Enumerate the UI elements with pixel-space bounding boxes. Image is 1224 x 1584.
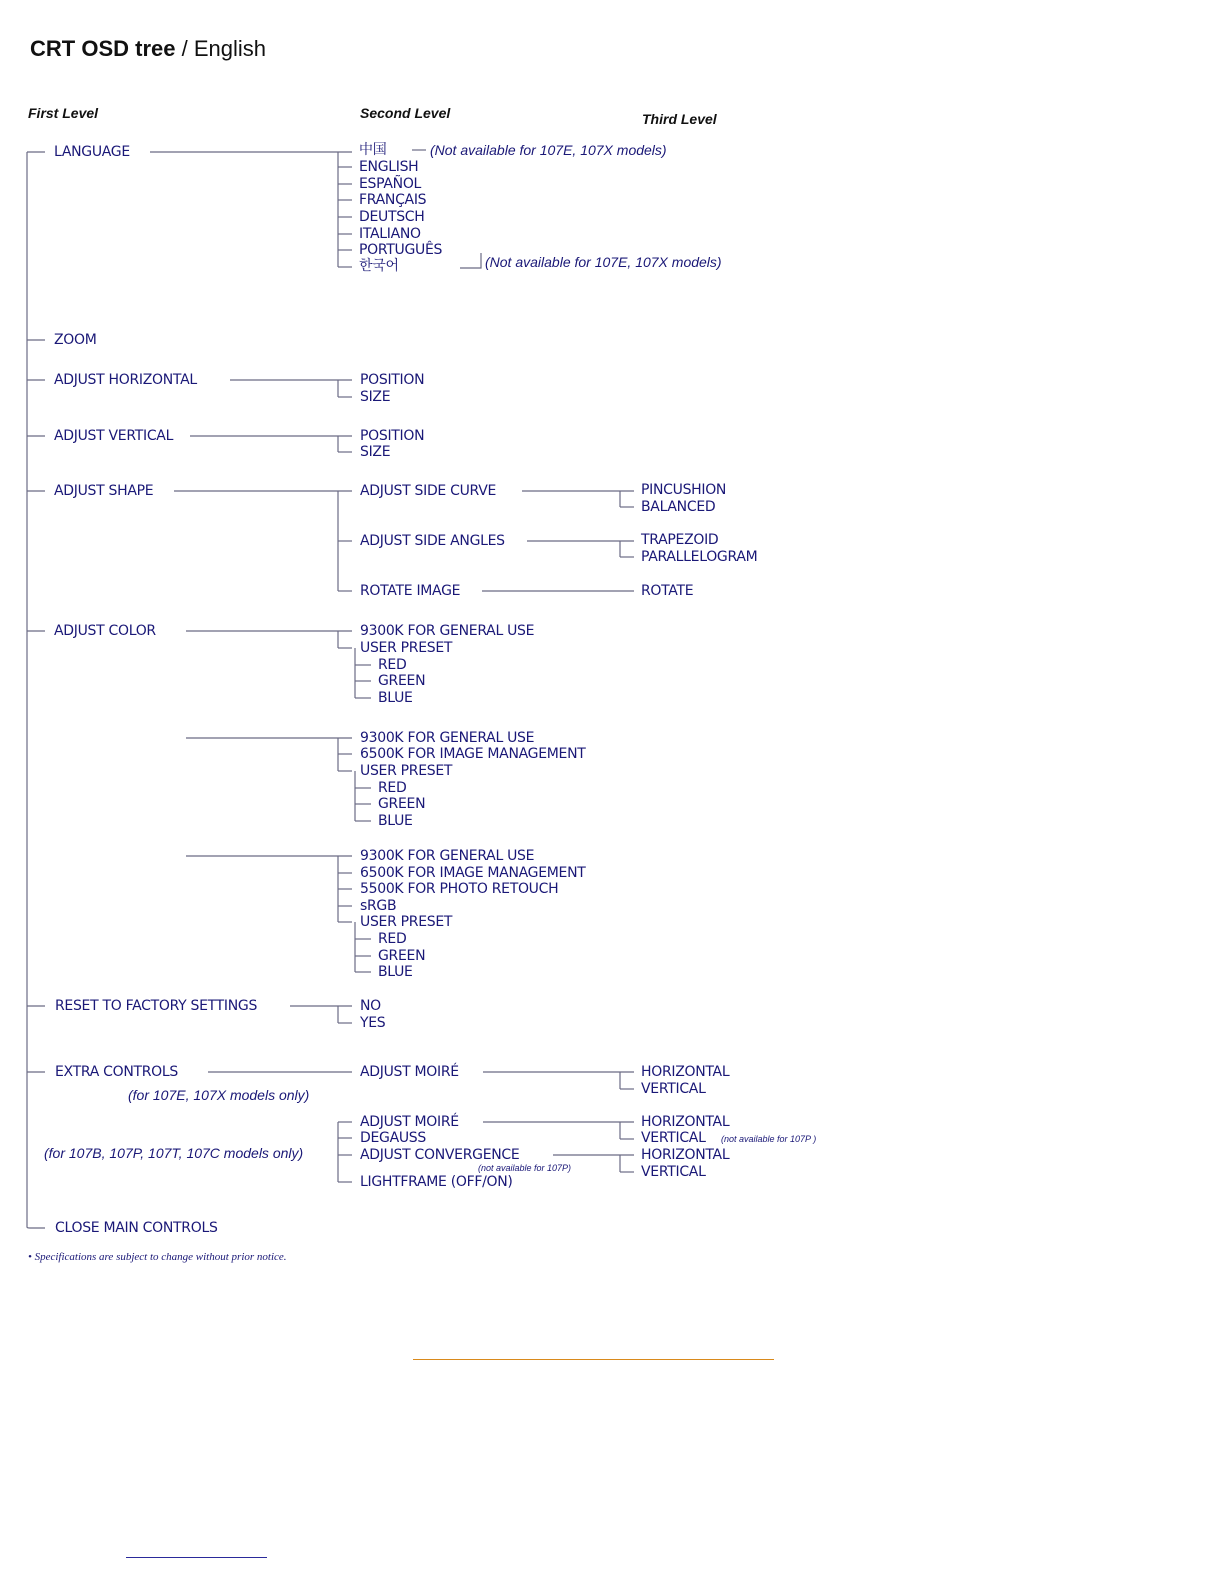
page-title xyxy=(30,36,266,62)
extra-b-moire-vertical: VERTICAL xyxy=(641,1130,706,1146)
item-zoom: ZOOM xyxy=(54,332,97,348)
extra-b-adjust-moire: ADJUST MOIRÉ xyxy=(360,1114,459,1130)
item-adjust-color: ADJUST COLOR xyxy=(54,623,156,639)
shape-rotate-image: ROTATE IMAGE xyxy=(360,583,461,599)
convergence-availability-note: (not available for 107P) xyxy=(478,1163,572,1173)
blue-underline-link[interactable] xyxy=(126,1557,267,1558)
color1-red: RED xyxy=(378,657,407,673)
lang-korean: 한국어 xyxy=(359,258,399,274)
color3-6500k: 6500K FOR IMAGE MANAGEMENT xyxy=(360,865,586,881)
lang-deutsch: DEUTSCH xyxy=(359,209,425,225)
color2-9300k: 9300K FOR GENERAL USE xyxy=(360,730,535,746)
vertical-size: SIZE xyxy=(360,444,391,460)
title-bold: CRT OSD tree xyxy=(30,36,176,61)
vertical-position: POSITION xyxy=(360,428,425,444)
shape-trapezoid: TRAPEZOID xyxy=(641,532,719,548)
extra-b-convergence-horizontal: HORIZONTAL xyxy=(641,1147,730,1163)
extra-note-107b-107p: (for 107B, 107P, 107T, 107C models only) xyxy=(44,1145,304,1161)
color3-red: RED xyxy=(378,931,407,947)
color2-green: GREEN xyxy=(378,796,426,812)
color2-blue: BLUE xyxy=(378,813,413,829)
extra-b-adjust-convergence: ADJUST CONVERGENCE xyxy=(360,1147,520,1163)
extra-b-moire-horizontal: HORIZONTAL xyxy=(641,1114,730,1130)
shape-side-angles: ADJUST SIDE ANGLES xyxy=(360,533,505,549)
color3-user-preset: USER PRESET xyxy=(360,914,453,930)
title-language: / English xyxy=(181,36,266,61)
reset-yes: YES xyxy=(360,1015,386,1031)
extra-a-horizontal: HORIZONTAL xyxy=(641,1064,730,1080)
shape-rotate: ROTATE xyxy=(641,583,694,599)
extra-b-lightframe: LIGHTFRAME (OFF/ON) xyxy=(360,1174,513,1190)
lang-chinese: 中国 xyxy=(359,142,387,158)
color3-srgb: sRGB xyxy=(360,898,397,914)
shape-parallelogram: PARALLELOGRAM xyxy=(641,549,758,565)
color2-red: RED xyxy=(378,780,407,796)
first-level-header: First Level xyxy=(28,105,99,121)
color3-green: GREEN xyxy=(378,948,426,964)
extra-b-convergence-vertical: VERTICAL xyxy=(641,1164,706,1180)
lang-espanol: ESPAÑOL xyxy=(359,176,422,192)
color1-green: GREEN xyxy=(378,673,426,689)
orange-divider xyxy=(413,1359,774,1360)
lang-portugues: PORTUGUÊS xyxy=(359,242,443,258)
horizontal-size: SIZE xyxy=(360,389,391,405)
item-extra-controls: EXTRA CONTROLS xyxy=(55,1064,178,1080)
extra-a-vertical: VERTICAL xyxy=(641,1081,706,1097)
extra-b-degauss: DEGAUSS xyxy=(360,1130,426,1146)
item-adjust-vertical: ADJUST VERTICAL xyxy=(54,428,174,444)
extra-a-adjust-moire: ADJUST MOIRÉ xyxy=(360,1064,459,1080)
horizontal-position: POSITION xyxy=(360,372,425,388)
color1-user-preset: USER PRESET xyxy=(360,640,453,656)
third-level-header: Third Level xyxy=(642,111,717,127)
color1-blue: BLUE xyxy=(378,690,413,706)
vertical-availability-note: (not available for 107P ) xyxy=(721,1134,817,1144)
item-adjust-horizontal: ADJUST HORIZONTAL xyxy=(54,372,197,388)
lang-italiano: ITALIANO xyxy=(359,226,421,242)
color3-5500k: 5500K FOR PHOTO RETOUCH xyxy=(360,881,559,897)
item-language: LANGUAGE xyxy=(54,144,130,160)
shape-balanced: BALANCED xyxy=(641,499,716,515)
note-chinese-availability: (Not available for 107E, 107X models) xyxy=(430,142,667,158)
item-reset-factory: RESET TO FACTORY SETTINGS xyxy=(55,998,258,1014)
item-adjust-shape: ADJUST SHAPE xyxy=(54,483,154,499)
shape-pincushion: PINCUSHION xyxy=(641,482,727,498)
lang-francais: FRANÇAIS xyxy=(359,192,427,208)
color3-9300k: 9300K FOR GENERAL USE xyxy=(360,848,535,864)
note-korean-availability: (Not available for 107E, 107X models) xyxy=(485,254,722,270)
color2-user-preset: USER PRESET xyxy=(360,763,453,779)
color2-6500k: 6500K FOR IMAGE MANAGEMENT xyxy=(360,746,586,762)
specifications-disclaimer: • Specifications are subject to change without prior notice. xyxy=(28,1251,287,1263)
reset-no: NO xyxy=(360,998,381,1014)
shape-side-curve: ADJUST SIDE CURVE xyxy=(360,483,497,499)
color1-9300k: 9300K FOR GENERAL USE xyxy=(360,623,535,639)
item-close-main-controls: CLOSE MAIN CONTROLS xyxy=(55,1220,218,1236)
lang-english: ENGLISH xyxy=(359,159,419,175)
color3-blue: BLUE xyxy=(378,964,413,980)
extra-note-107e-107x: (for 107E, 107X models only) xyxy=(128,1087,310,1103)
second-level-header: Second Level xyxy=(360,105,451,121)
